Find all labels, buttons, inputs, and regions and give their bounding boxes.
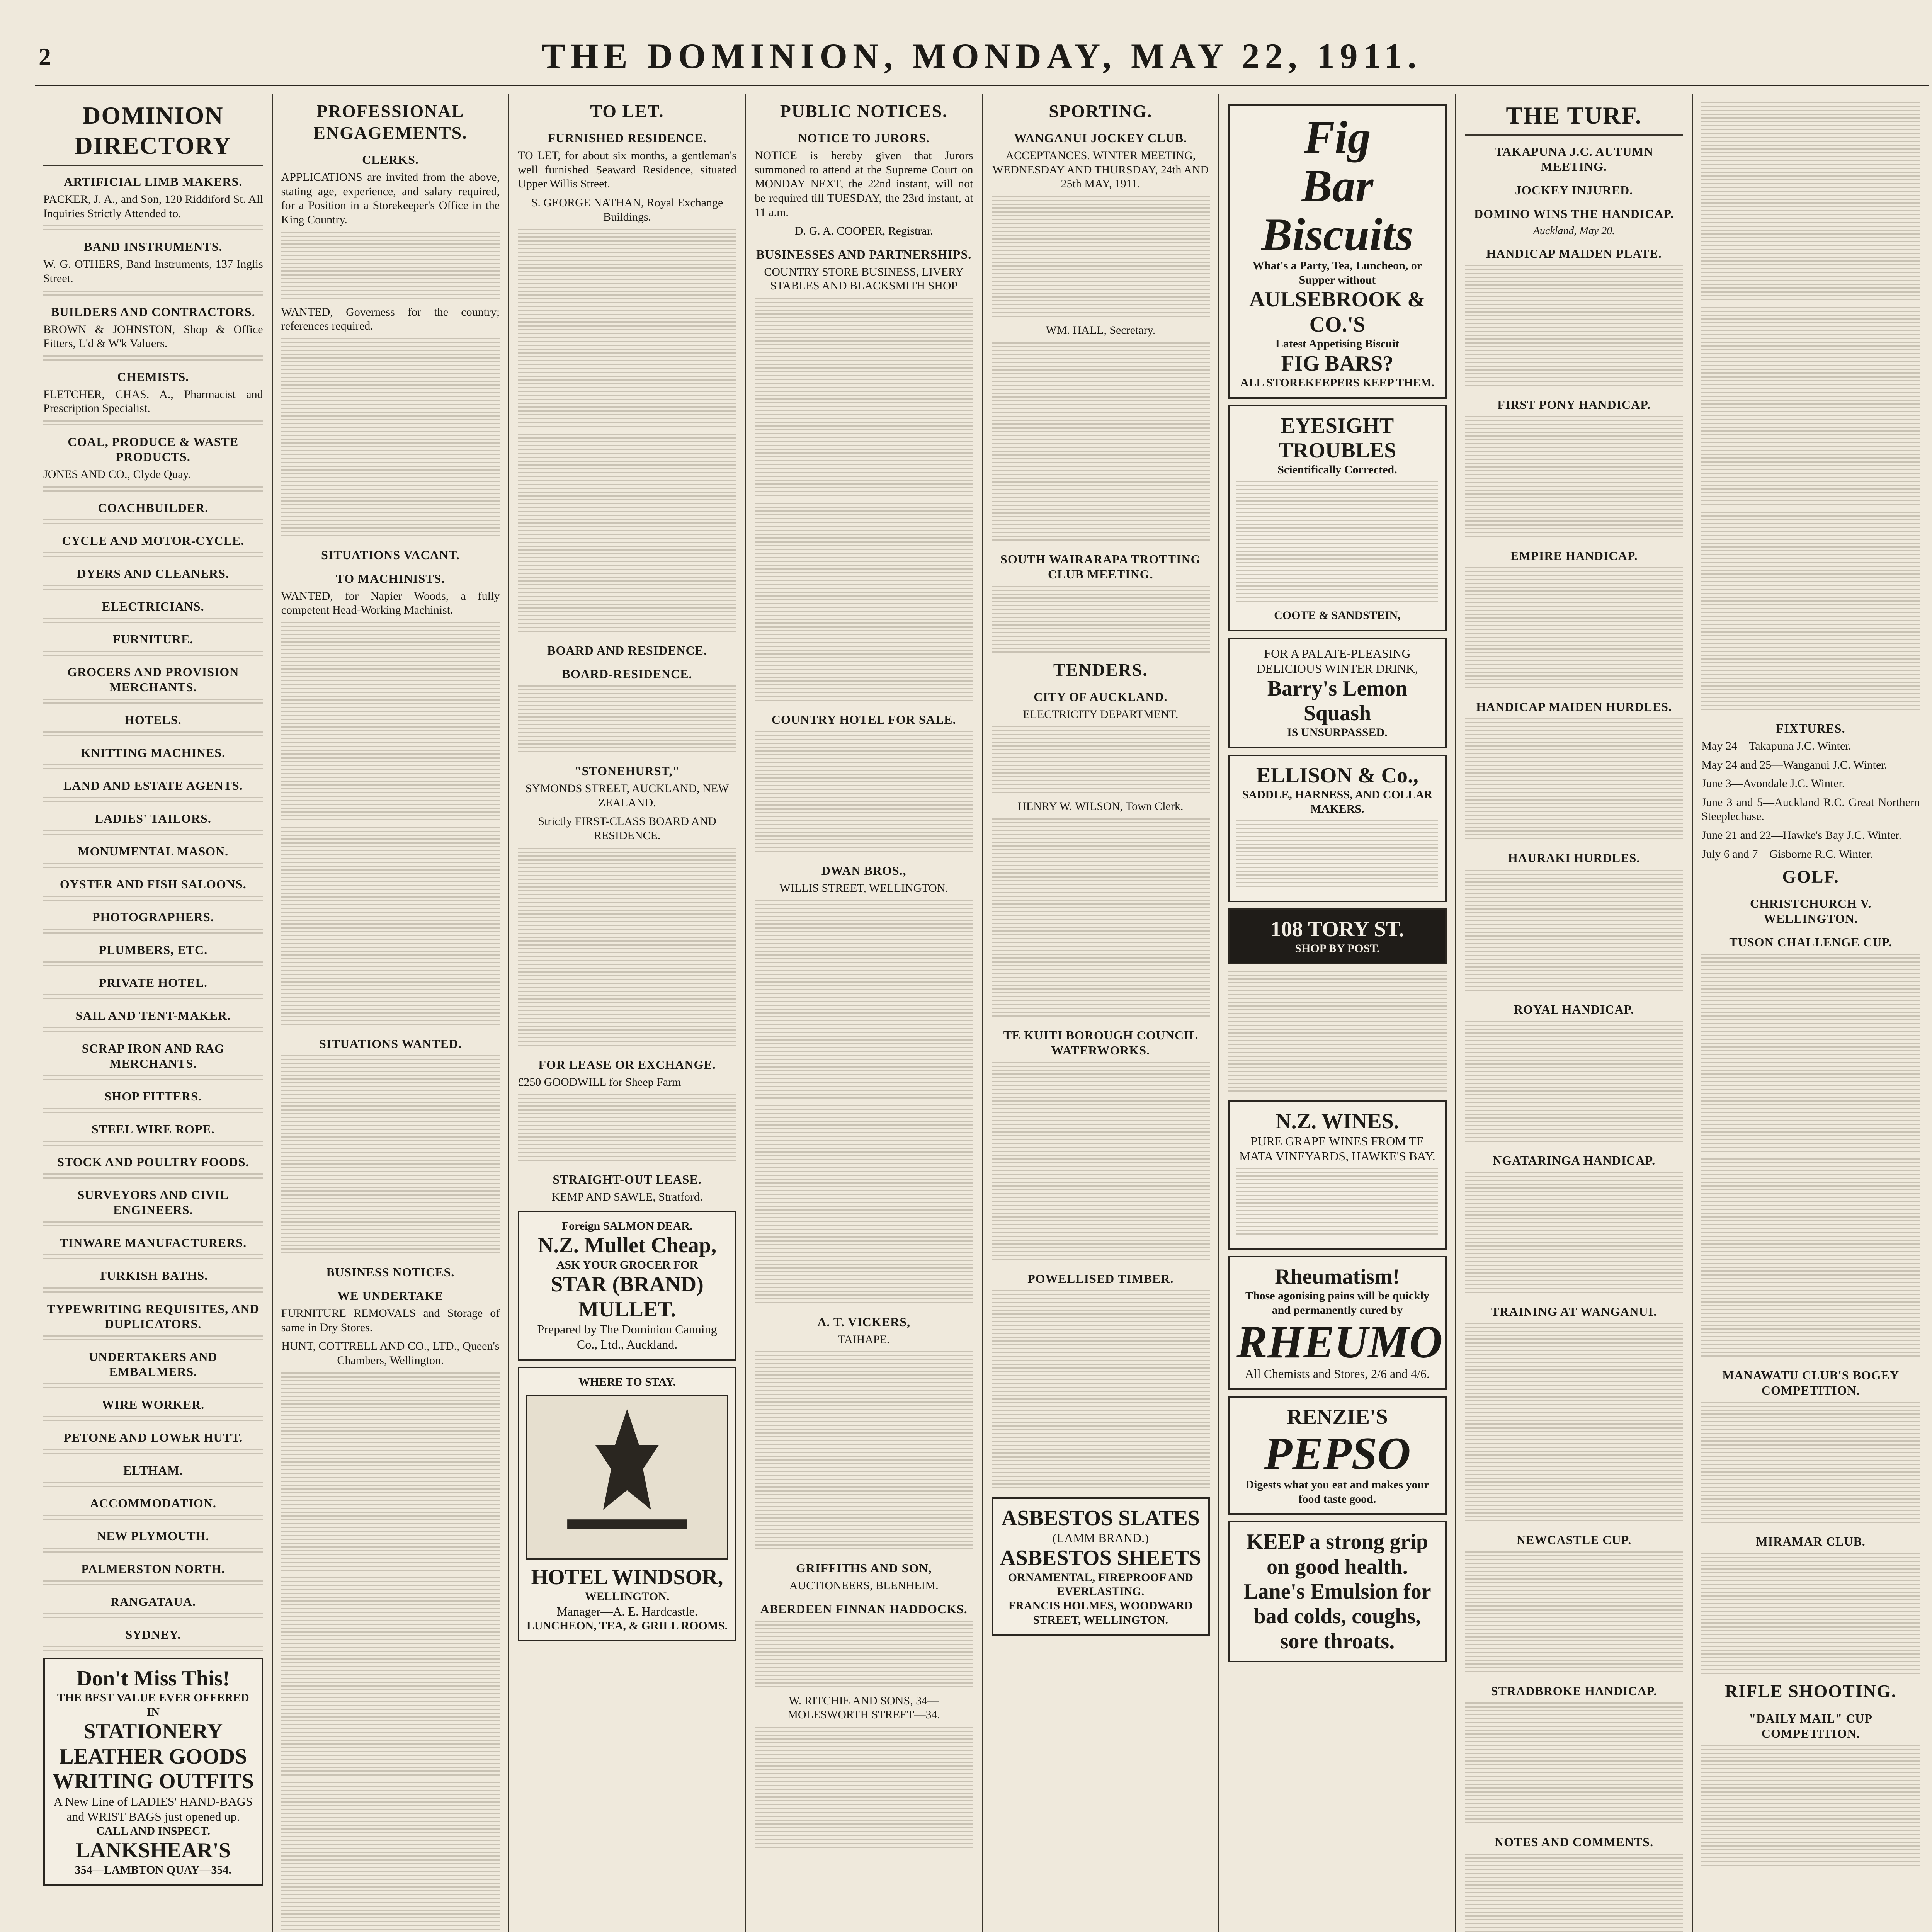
text-block [1465, 1172, 1684, 1296]
text-block [43, 961, 263, 967]
text-block [43, 929, 263, 934]
text-block [755, 731, 973, 855]
directory-section-heading: ACCOMMODATION. [90, 1496, 216, 1510]
text-block [1465, 1854, 1684, 1932]
fig-bar-ad-line: Fig [1304, 111, 1371, 163]
text-block [992, 196, 1210, 320]
country-hotel-heading: COUNTRY HOTEL FOR SALE. [771, 712, 956, 726]
renzie-ad [1228, 1396, 1447, 1515]
wanganui-jc-heading: WANGANUI JOCKEY CLUB. [1014, 131, 1187, 145]
directory-section-heading: STOCK AND POULTRY FOODS. [57, 1155, 249, 1169]
ellison-ad-line: SADDLE, HARNESS, AND COLLAR MAKERS. [1242, 788, 1433, 815]
windsor-ad-line: LUNCHEON, TEA, & GRILL ROOMS. [526, 1619, 728, 1632]
lankshear-ad [43, 1658, 263, 1886]
race-heading: EMPIRE HANDICAP. [1510, 549, 1638, 563]
situations-wanted-heading: SITUATIONS WANTED. [319, 1037, 462, 1051]
fixture-item: May 24—Takapuna J.C. Winter. [1701, 740, 1852, 753]
text-block [1465, 718, 1684, 842]
text-block [1236, 1168, 1438, 1237]
text-block [1465, 416, 1684, 540]
lane-ad-line: KEEP a strong grip on good health. Lane's Emulsion for bad colds, coughs, sore throats. [1243, 1530, 1431, 1653]
text-block [43, 1482, 263, 1487]
text-block [43, 699, 263, 704]
training-heading: TRAINING AT WANGANUI. [1491, 1304, 1657, 1318]
text-block [1465, 1551, 1684, 1675]
race-heading: FIRST PONY HANDICAP. [1497, 398, 1651, 412]
tory-street-ad-line: 108 TORY ST. [1270, 917, 1404, 941]
griffiths-address: AUCTIONEERS, BLENHEIM. [789, 1579, 939, 1592]
text-block [281, 1055, 500, 1256]
wairarapa-trotting-heading: SOUTH WAIRARAPA TROTTING CLUB MEETING. [1000, 552, 1201, 581]
directory-section-heading: TURKISH BATHS. [98, 1269, 208, 1283]
directory-section-heading: UNDERTAKERS AND EMBALMERS. [89, 1349, 218, 1379]
haddocks-heading: ABERDEEN FINNAN HADDOCKS. [760, 1602, 968, 1616]
lankshear-ad-line: THE BEST VALUE EVER OFFERED [57, 1691, 249, 1704]
text-block [43, 731, 263, 737]
text-block [43, 1075, 263, 1080]
goodwill-notice: £250 GOODWILL for Sheep Farm [518, 1075, 681, 1088]
town-clerk: HENRY W. WILSON, Town Clerk. [1018, 800, 1184, 813]
turf-heading: THE TURF. [1465, 100, 1684, 136]
directory-section-heading: SCRAP IRON AND RAG MERCHANTS. [82, 1041, 224, 1071]
jurors-notice: NOTICE is hereby given that Jurors summoned to attend at the Supreme Court on MONDAY NEXT, the 22nd instant, will not be required till TUESDAY, the 23rd instant, at 11 a.m. [754, 149, 973, 219]
manawatu-heading: MANAWATU CLUB'S BOGEY COMPETITION. [1722, 1368, 1900, 1398]
text-block [281, 1782, 500, 1932]
text-block [43, 1173, 263, 1179]
fig-bar-ad-line: What's a Party, Tea, Luncheon, or Supper without [1252, 259, 1422, 286]
column-ads [1218, 94, 1455, 1932]
text-block [1701, 512, 1920, 713]
lankshear-ad-head: Don't Miss This! [76, 1666, 230, 1690]
text-block [43, 1613, 263, 1619]
eyesight-ad-line: COOTE & SANDSTEIN, [1274, 609, 1401, 622]
text-block [43, 863, 263, 868]
governess-notice: WANTED, Governess for the country; references required. [281, 305, 500, 333]
miramar-heading: MIRAMAR CLUB. [1756, 1534, 1866, 1549]
text-block [518, 229, 736, 430]
fixtures-heading: FIXTURES. [1776, 721, 1845, 735]
directory-section-heading: TYPEWRITING REQUISITES, AND DUPLICATORS. [47, 1301, 259, 1331]
race-heading: HANDICAP MAIDEN HURDLES. [1476, 700, 1672, 714]
text-block [43, 1383, 263, 1389]
text-block [43, 519, 263, 525]
fixture-item: June 3 and 5—Auckland R.C. Great Northern Steeplechase. [1701, 796, 1920, 823]
text-block [43, 585, 263, 590]
page-number: 2 [39, 43, 51, 70]
mullet-ad-line: N.Z. Mullet Cheap, [538, 1233, 717, 1258]
barry-ad-line: Barry's Lemon Squash [1267, 676, 1408, 725]
directory-section-heading: CHEMISTS. [117, 369, 189, 384]
domino-heading: DOMINO WINS THE HANDICAP. [1474, 207, 1674, 221]
golf-heading: GOLF. [1782, 867, 1839, 887]
directory-section-heading: LAND AND ESTATE AGENTS. [63, 778, 243, 793]
text-block [43, 1108, 263, 1113]
text-block [992, 1062, 1210, 1263]
christchurch-wellington-heading: CHRISTCHURCH V. WELLINGTON. [1750, 896, 1872, 926]
text-block [1236, 820, 1438, 890]
text-block [755, 1621, 973, 1690]
fixture-list [1701, 739, 1920, 861]
mullet-ad-line: ASK YOUR GROCER FOR [556, 1258, 698, 1271]
lankshear-ad-call: CALL AND INSPECT. [96, 1824, 210, 1837]
text-block [518, 1094, 736, 1163]
business-notices-heading: BUSINESS NOTICES. [326, 1265, 455, 1279]
text-block [1701, 954, 1920, 1155]
text-block [43, 1335, 263, 1341]
text-block [755, 298, 973, 499]
directory-section-heading: FURNITURE. [113, 632, 194, 646]
text-block [992, 342, 1210, 543]
ellison-ad-line: ELLISON & Co., [1256, 763, 1418, 787]
asbestos-ad-line: ASBESTOS SLATES [1001, 1506, 1200, 1530]
straight-lease-heading: STRAIGHT-OUT LEASE. [553, 1172, 702, 1187]
columns [35, 94, 1929, 1932]
text-block [43, 1027, 263, 1032]
column-sporting [982, 94, 1219, 1932]
directory-entry: BROWN & JOHNSTON, Shop & Office Fitters, L'd & W'k Valuers. [43, 323, 263, 350]
directory-heading: DOMINION DIRECTORY [43, 100, 263, 166]
text-block [1701, 1553, 1920, 1677]
directory-section-heading: SURVEYORS AND CIVIL ENGINEERS. [77, 1188, 229, 1217]
directory-section-heading: ELECTRICIANS. [102, 599, 204, 613]
text-block [43, 1548, 263, 1553]
directory-section-heading: SAIL AND TENT-MAKER. [75, 1009, 231, 1023]
text-block [43, 896, 263, 901]
text-block [1701, 307, 1920, 508]
fixture-item: June 3—Avondale J.C. Winter. [1701, 777, 1845, 790]
lease-exchange-heading: FOR LEASE OR EXCHANGE. [538, 1057, 716, 1071]
directory-section-heading: DYERS AND CLEANERS. [77, 566, 229, 580]
fixture-item: June 21 and 22—Hawke's Bay J.C. Winter. [1701, 829, 1902, 842]
column-directory [35, 94, 272, 1932]
dwan-address: WILLIS STREET, WELLINGTON. [779, 881, 948, 895]
fixture-item: July 6 and 7—Gisborne R.C. Winter. [1701, 847, 1873, 861]
text-block [1701, 1745, 1920, 1869]
public-notices-heading: PUBLIC NOTICES. [780, 101, 948, 121]
takapuna-heading: TAKAPUNA J.C. AUTUMN MEETING. [1495, 145, 1653, 174]
tuson-cup-heading: TUSON CHALLENGE CUP. [1729, 935, 1892, 949]
board-residence-heading: BOARD AND RESIDENCE. [547, 643, 707, 658]
rifle-shooting-heading: RIFLE SHOOTING. [1725, 1681, 1897, 1701]
text-block [43, 1646, 263, 1651]
directory-section-heading: PETONE AND LOWER HUTT. [63, 1430, 243, 1444]
lankshear-ad-line: WRITING OUTFITS [52, 1769, 254, 1794]
directory-list [43, 174, 263, 1651]
text-block [992, 586, 1210, 655]
asbestos-ad-line: (LAMM BRAND.) [1052, 1531, 1149, 1545]
renzie-ad-line: PEPSO [1264, 1427, 1411, 1479]
text-block [43, 1287, 263, 1293]
directory-section-heading: SYDNEY. [125, 1627, 181, 1641]
clerks-heading: CLERKS. [362, 153, 419, 167]
situations-vacant-heading: SITUATIONS VACANT. [321, 548, 460, 562]
text-block [1465, 1323, 1684, 1524]
fig-bar-ad-line: ALL STOREKEEPERS KEEP THEM. [1240, 376, 1435, 389]
lankshear-ad-name: LANKSHEAR'S [75, 1838, 231, 1863]
tenders-heading: TENDERS. [1053, 660, 1148, 680]
directory-section-heading: ARTIFICIAL LIMB MAKERS. [64, 175, 243, 189]
text-block [281, 827, 500, 1028]
wines-ad [1228, 1100, 1447, 1250]
wines-ad-line: PURE GRAPE WINES FROM TE MATA VINEYARDS, HAWKE'S BAY. [1239, 1134, 1435, 1163]
text-block [43, 651, 263, 656]
text-block [43, 225, 263, 231]
jockey-injured-heading: JOCKEY INJURED. [1515, 183, 1633, 197]
eyesight-ad [1228, 405, 1447, 631]
ritchie-address: W. RITCHIE AND SONS, 34—MOLESWORTH STREET—34. [787, 1694, 940, 1721]
text-block [1465, 265, 1684, 389]
electricity-department: ELECTRICITY DEPARTMENT. [1023, 707, 1179, 721]
tory-street-ad [1228, 908, 1447, 964]
masthead [35, 27, 1929, 87]
powellised-timber-heading: POWELLISED TIMBER. [1027, 1271, 1174, 1286]
text-block [43, 764, 263, 770]
griffiths-heading: GRIFFITHS AND SON, [796, 1561, 932, 1575]
asbestos-ad-line: ASBESTOS SHEETS [1000, 1546, 1201, 1570]
stradbroke-heading: STRADBROKE HANDICAP. [1491, 1684, 1657, 1698]
text-block [755, 1351, 973, 1552]
text-block [1465, 1702, 1684, 1826]
lankshear-ad-line: IN [146, 1705, 160, 1718]
daily-mail-cup-heading: "DAILY MAIL" CUP COMPETITION. [1749, 1711, 1872, 1740]
newcastle-heading: NEWCASTLE CUP. [1516, 1532, 1632, 1547]
text-block [281, 1372, 500, 1573]
lankshear-ad-address: 354—LAMBTON QUAY—354. [75, 1863, 231, 1876]
text-block [43, 1141, 263, 1146]
text-block [43, 1515, 263, 1520]
barry-ad [1228, 638, 1447, 748]
text-block [992, 726, 1210, 796]
businesses-heading: BUSINESSES AND PARTNERSHIPS. [756, 247, 972, 261]
text-block [1465, 567, 1684, 691]
text-block [43, 291, 263, 296]
rheumo-ad [1228, 1256, 1447, 1390]
registrar-notice: D. G. A. COOPER, Registrar. [794, 224, 933, 238]
directory-entry: W. G. OTHERS, Band Instruments, 137 Inglis Street. [43, 258, 263, 285]
text-block [43, 797, 263, 803]
fig-bar-ad-line: AULSEBROOK & CO.'S [1249, 287, 1425, 337]
column-turf [1455, 94, 1692, 1932]
lankshear-ad-note: A New Line of LADIES' HAND-BAGS and WRIST BAGS just opened up. [53, 1794, 253, 1823]
directory-section-heading: PRIVATE HOTEL. [99, 976, 207, 990]
directory-section-heading: TINWARE MANUFACTURERS. [60, 1236, 247, 1250]
text-block [281, 1577, 500, 1778]
jurors-heading: NOTICE TO JURORS. [798, 131, 930, 145]
barry-ad-line: IS UNSURPASSED. [1287, 726, 1388, 739]
stonehurst-address: SYMONDS STREET, AUCKLAND, NEW ZEALAND. [525, 782, 729, 809]
race-heading: HANDICAP MAIDEN PLATE. [1486, 247, 1662, 261]
text-block [43, 1221, 263, 1227]
text-block [992, 1290, 1210, 1491]
eyesight-ad-line: Scientifically Corrected. [1277, 463, 1397, 476]
dwan-heading: DWAN BROS., [821, 863, 906, 878]
race-heading: NGATARINGA HANDICAP. [1492, 1153, 1656, 1167]
fig-bar-ad-line: FIG BARS? [1281, 351, 1394, 376]
machinists-heading: TO MACHINISTS. [336, 571, 445, 585]
country-store-notice: COUNTRY STORE BUSINESS, LIVERY STABLES AND BLACKSMITH SHOP [764, 265, 964, 293]
text-block [518, 685, 736, 755]
race-heading: HAURAKI HURDLES. [1508, 851, 1640, 865]
column-public-notices [745, 94, 982, 1932]
windsor-ad [518, 1367, 736, 1641]
text-block [1465, 870, 1684, 993]
text-block [281, 622, 500, 823]
machinist-notice: WANTED, for Napier Woods, a fully competent Head-Working Machinist. [281, 589, 500, 617]
city-auckland-heading: CITY OF AUCKLAND. [1034, 689, 1168, 704]
text-block [1701, 1158, 1920, 1359]
rheumo-ad-line: RHEUMO [1236, 1316, 1443, 1367]
directory-section-heading: BAND INSTRUMENTS. [84, 240, 223, 254]
text-block [43, 618, 263, 623]
rheumo-ad-line: All Chemists and Stores, 2/6 and 4/6. [1245, 1366, 1430, 1381]
lankshear-ad-line: LEATHER GOODS [59, 1744, 247, 1769]
board-residence-subheading: BOARD-RESIDENCE. [562, 667, 692, 681]
directory-entry: PACKER, J. A., and Son, 120 Riddiford St. All Inquiries Strictly Attended to. [43, 193, 263, 220]
mullet-ad-line: STAR (BRAND) MULLET. [551, 1272, 704, 1321]
text-block [43, 994, 263, 1000]
text-block [1465, 1021, 1684, 1145]
lane-ad [1228, 1521, 1447, 1662]
sporting-heading: SPORTING. [1049, 101, 1153, 121]
hunt-cottrell-notice: HUNT, COTTRELL AND CO., LTD., Queen's Chambers, Wellington. [281, 1340, 500, 1367]
directory-section-heading: PALMERSTON NORTH. [81, 1561, 225, 1576]
wines-ad-line: N.Z. WINES. [1276, 1109, 1399, 1133]
directory-section-heading: OYSTER AND FISH SALOONS. [60, 877, 247, 891]
column-to-let [508, 94, 745, 1932]
engagements-heading: PROFESSIONAL ENGAGEMENTS. [313, 101, 468, 143]
text-block [43, 420, 263, 426]
fig-bar-ad-line: Latest Appetising Biscuit [1275, 337, 1399, 350]
text-block [43, 1254, 263, 1260]
directory-section-heading: STEEL WIRE ROPE. [92, 1122, 215, 1136]
hotel-illustration [526, 1395, 728, 1560]
stonehurst-heading: "STONEHURST," [574, 764, 680, 778]
kemp-sawle-notice: KEMP AND SAWLE, Stratford. [551, 1190, 703, 1204]
asbestos-ad [992, 1497, 1210, 1636]
directory-section-heading: HOTELS. [125, 713, 182, 727]
stonehurst-tagline: Strictly FIRST-CLASS BOARD AND RESIDENCE. [538, 815, 716, 842]
mullet-ad-line: Prepared by The Dominion Canning Co., Ltd., Auckland. [537, 1322, 717, 1352]
race-heading: ROYAL HANDICAP. [1514, 1002, 1634, 1016]
rheumo-ad-line: Rheumatism! [1275, 1264, 1400, 1289]
text-block [992, 818, 1210, 1019]
notes-heading: NOTES AND COMMENTS. [1495, 1835, 1654, 1849]
text-block [281, 338, 500, 539]
directory-section-heading: COAL, PRODUCE & WASTE PRODUCTS. [68, 435, 239, 464]
text-block [518, 848, 736, 1049]
text-block [755, 503, 973, 704]
text-block [43, 1580, 263, 1586]
nathan-notice: S. GEORGE NATHAN, Royal Exchange Buildings. [531, 196, 723, 223]
text-block [1701, 102, 1920, 303]
column-engagements [272, 94, 509, 1932]
text-block [43, 1416, 263, 1422]
text-block [43, 552, 263, 558]
fig-bar-ad [1228, 104, 1447, 399]
text-block [755, 1727, 973, 1850]
wm-hall-secretary: WM. HALL, Secretary. [1046, 323, 1156, 337]
text-block [518, 434, 736, 634]
eyesight-ad-line: EYESIGHT TROUBLES [1278, 413, 1396, 463]
wanganui-acceptances: ACCEPTANCES. WINTER MEETING, WEDNESDAY AND THURSDAY, 24th AND 25th MAY, 1911. [992, 149, 1209, 190]
text-block [1701, 1402, 1920, 1526]
te-kuiti-heading: TE KUITI BOROUGH COUNCIL WATERWORKS. [1003, 1028, 1198, 1057]
hotel-drawing [527, 1396, 727, 1558]
windsor-ad-line: Manager—A. E. Hardcastle. [556, 1604, 698, 1618]
directory-section-heading: COACHBUILDER. [98, 500, 209, 515]
directory-section-heading: BUILDERS AND CONTRACTORS. [51, 304, 255, 319]
asbestos-ad-line: ORNAMENTAL, FIREPROOF AND EVERLASTING. [1008, 1571, 1193, 1598]
renzie-ad-line: RENZIE'S [1287, 1405, 1388, 1429]
mullet-ad-line: Foreign SALMON DEAR. [561, 1219, 693, 1232]
directory-entry: FLETCHER, CHAS. A., Pharmacist and Prescription Specialist. [43, 388, 263, 415]
page-title: THE DOMINION, MONDAY, MAY 22, 1911. [541, 36, 1422, 76]
fig-bar-ad-line: Biscuits [1261, 209, 1413, 260]
we-undertake-heading: WE UNDERTAKE [337, 1289, 444, 1303]
race-list [1465, 246, 1684, 1295]
auckland-dateline: Auckland, May 20. [1533, 225, 1615, 237]
rheumo-ad-line: Those agonising pains will be quickly and permanently cured by [1245, 1289, 1429, 1316]
text-block [755, 1105, 973, 1306]
ellison-ad [1228, 755, 1447, 902]
vickers-town: TAIHAPE. [838, 1333, 890, 1346]
directory-section-heading: MONUMENTAL MASON. [78, 844, 229, 859]
directory-section-heading: SHOP FITTERS. [104, 1089, 202, 1104]
text-block [43, 830, 263, 835]
furnished-residence-heading: FURNISHED RESIDENCE. [548, 131, 707, 145]
text-block [281, 232, 500, 301]
asbestos-ad-line: FRANCIS HOLMES, WOODWARD STREET, WELLINGTON. [1008, 1599, 1193, 1626]
column-golf [1692, 94, 1929, 1932]
directory-section-heading: PLUMBERS, ETC. [99, 943, 208, 957]
vickers-heading: A. T. VICKERS, [817, 1315, 911, 1329]
furnished-residence-notice: TO LET, for about six months, a gentleman's well furnished Seaward Residence, situated Upper Willis Street. [518, 149, 736, 190]
directory-section-heading: GROCERS AND PROVISION MERCHANTS. [67, 665, 239, 694]
text-block [1236, 481, 1438, 605]
to-let-heading: TO LET. [590, 101, 664, 121]
lankshear-ad-line: STATIONERY [83, 1719, 223, 1744]
directory-entry: JONES AND CO., Clyde Quay. [43, 468, 191, 481]
text-block [43, 486, 263, 492]
fixture-item: May 24 and 25—Wanganui J.C. Winter. [1701, 758, 1888, 771]
directory-section-heading: LADIES' TAILORS. [95, 811, 211, 825]
mullet-ad [518, 1211, 736, 1361]
directory-section-heading: NEW PLYMOUTH. [97, 1529, 209, 1543]
windsor-ad-line: WHERE TO STAY. [578, 1376, 676, 1389]
clerks-notice: APPLICATIONS are invited from the above, stating age, experience, and salary required, for a Position in a Storekeeper's Office in the King Country. [281, 171, 500, 226]
directory-section-heading: CYCLE AND MOTOR-CYCLE. [62, 533, 245, 548]
text-block [43, 1449, 263, 1454]
windsor-ad-line: WELLINGTON. [585, 1590, 670, 1603]
removals-notice: FURNITURE REMOVALS and Storage of same in Dry Stores. [281, 1307, 500, 1334]
text-block [1228, 971, 1447, 1094]
text-block [755, 900, 973, 1101]
directory-section-heading: ELTHAM. [123, 1463, 183, 1477]
directory-section-heading: PHOTOGRAPHERS. [92, 910, 214, 924]
directory-section-heading: KNITTING MACHINES. [81, 745, 226, 760]
text-block [43, 355, 263, 361]
directory-section-heading: WIRE WORKER. [102, 1397, 205, 1412]
directory-section-heading: RANGATAUA. [110, 1594, 196, 1609]
fig-bar-ad-line: Bar [1301, 160, 1374, 211]
renzie-ad-line: Digests what you eat and makes your food taste good. [1245, 1478, 1429, 1505]
barry-ad-line: FOR A PALATE-PLEASING DELICIOUS WINTER DRINK, [1256, 646, 1418, 675]
tory-street-ad-line: SHOP BY POST. [1295, 942, 1380, 955]
windsor-ad-line: HOTEL WINDSOR, [531, 1565, 723, 1589]
